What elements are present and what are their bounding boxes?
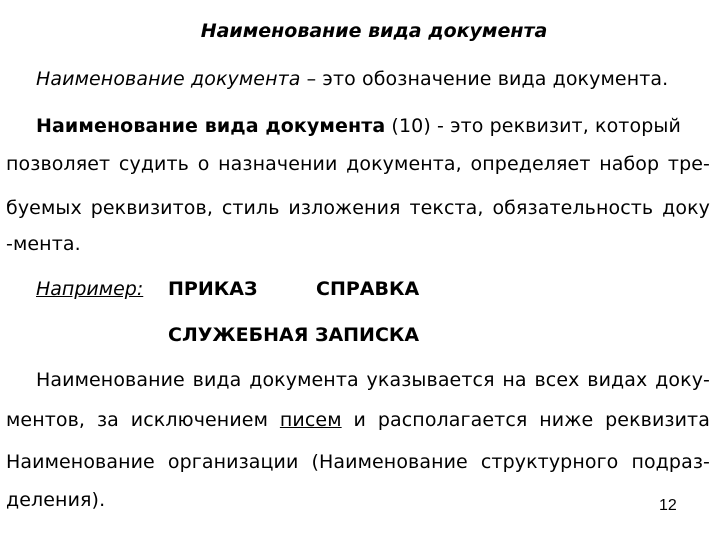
paragraph2-line3: Наименование организации (Наименование структурного подраз- [6, 451, 710, 473]
paragraph2-text-b: и располагается ниже реквизита [341, 409, 710, 431]
definition-line [36, 67, 668, 91]
example-word-spravka: СПРАВКА [316, 278, 420, 300]
definition-text: – это обозначение вида документа. [300, 68, 669, 90]
letters-link: писем [279, 409, 342, 431]
page-number: 12 [659, 497, 677, 514]
paragraph1-text: (10) - это реквизит, который [385, 115, 681, 137]
paragraph1-line4: -мента. [6, 233, 81, 255]
paragraph1-line3: буемых реквизитов, стиль изложения текста, обязательность доку [6, 197, 710, 219]
paragraph1-line1 [36, 114, 681, 138]
paragraph1-line2: позволяет судить о назначении документа, определяет набор тре- [6, 153, 710, 175]
paragraph2-line4: деления). [6, 489, 106, 511]
definition-term: Наименование документа [36, 68, 301, 90]
paragraph2-line1: Наименование вида документа указывается на всех видах доку- [36, 369, 710, 391]
example-label: Например: [36, 278, 144, 300]
example-word-sluzhebnaya-zapiska: СЛУЖЕБНАЯ ЗАПИСКА [168, 324, 420, 346]
example-word-prikaz: ПРИКАЗ [168, 278, 258, 300]
page-title: Наименование вида документа [200, 20, 548, 42]
paragraph2-text-a: ментов, за исключением [6, 409, 280, 431]
paragraph1-term: Наименование вида документа [36, 115, 386, 137]
paragraph2-line2 [6, 408, 710, 432]
